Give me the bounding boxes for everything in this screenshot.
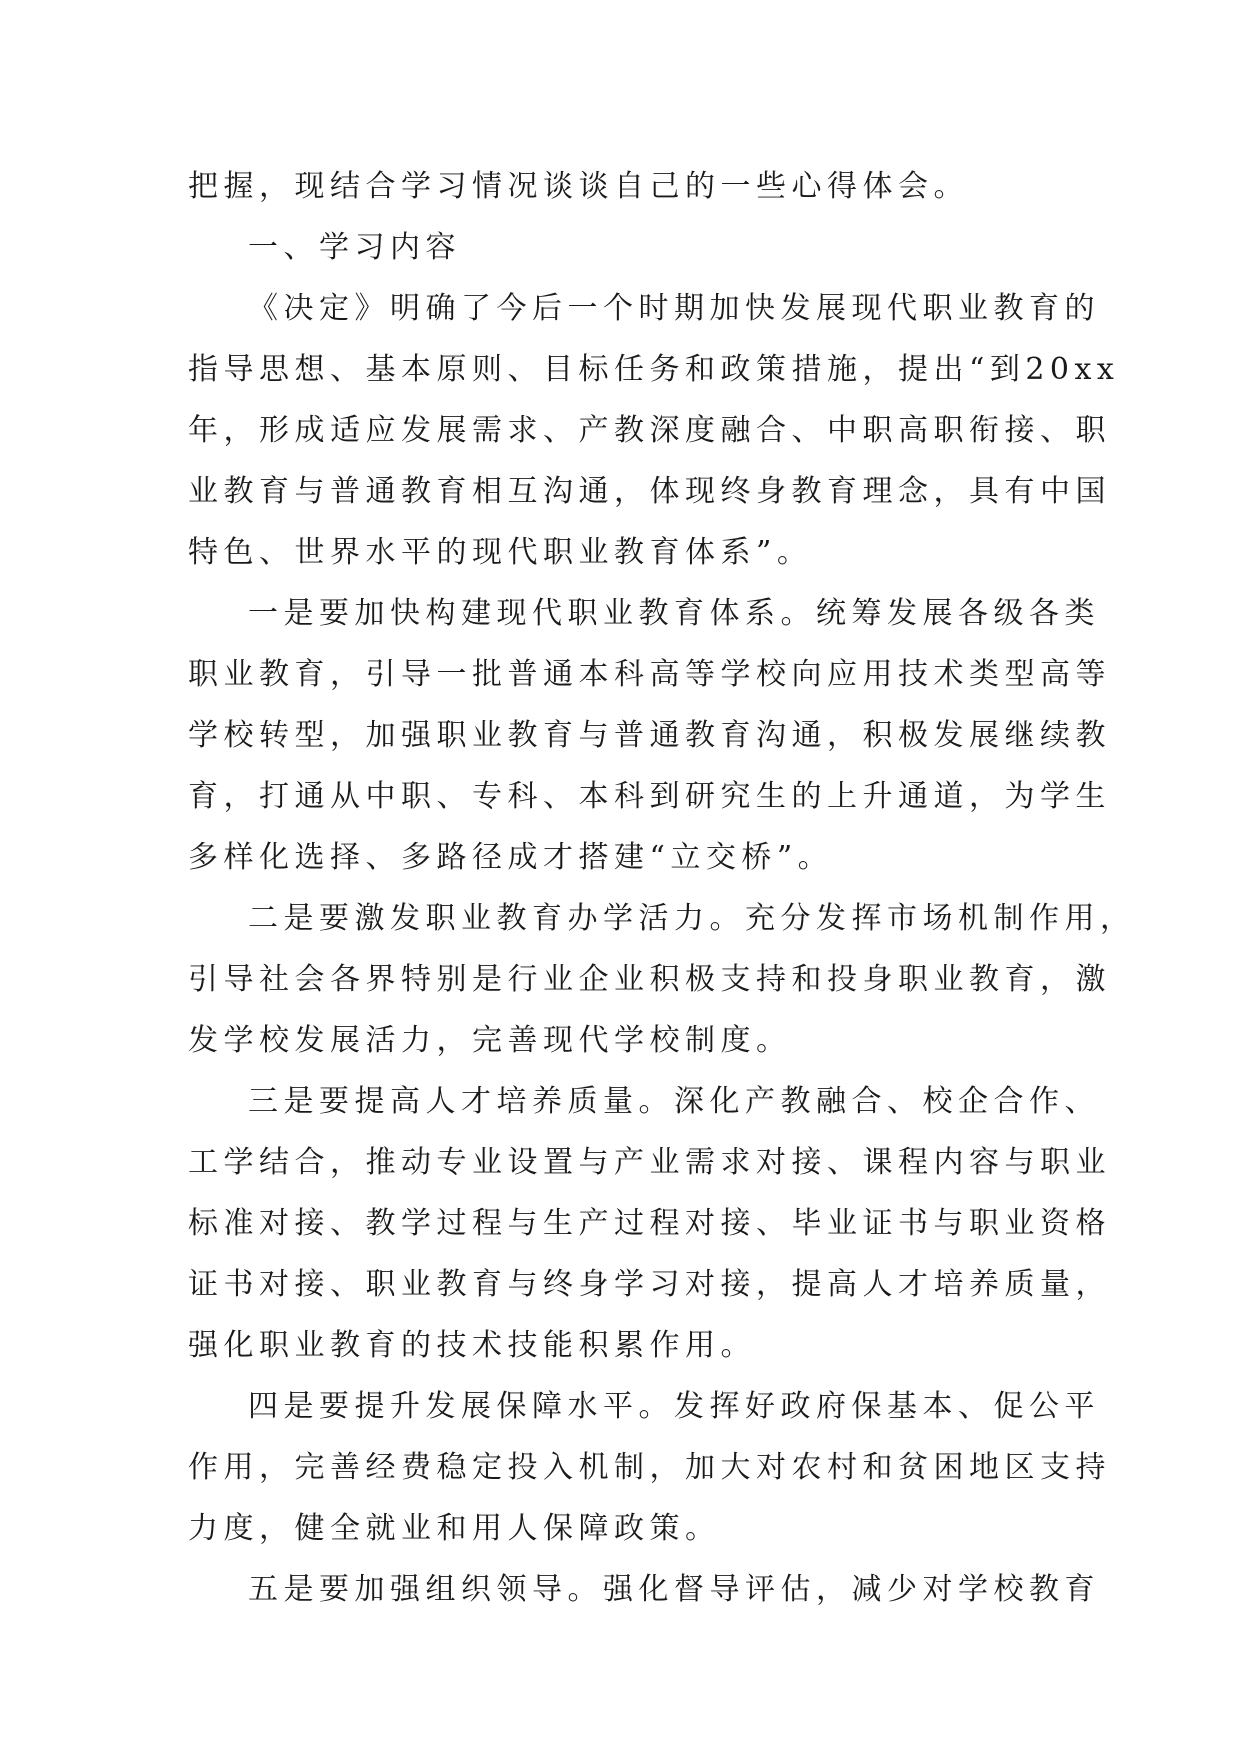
text-line: 强化职业教育的技术技能积累作用。 bbox=[188, 1328, 756, 1363]
text-line: 引导社会各界特别是行业企业积极支持和投身职业教育，激 bbox=[188, 962, 1111, 997]
paragraph-point-four bbox=[188, 1376, 1111, 1559]
text-line: 二是要激发职业教育办学活力。充分发挥市场机制作用， bbox=[248, 901, 1136, 936]
paragraph-point-one bbox=[188, 583, 1111, 888]
text-line: 学校转型，加强职业教育与普通教育沟通，积极发展继续教 bbox=[188, 718, 1111, 753]
text-line: 三是要提高人才培养质量。深化产教融合、校企合作、 bbox=[248, 1084, 1100, 1119]
paragraph-point-five bbox=[188, 1559, 1100, 1620]
paragraph-point-three bbox=[188, 1071, 1111, 1376]
section-heading-study-content bbox=[188, 217, 1058, 278]
paragraph-intro-continued bbox=[188, 156, 1058, 217]
text-line: 发学校发展活力，完善现代学校制度。 bbox=[188, 1023, 792, 1058]
section-heading: 一、学习内容 bbox=[248, 230, 461, 265]
paragraph-point-two bbox=[188, 888, 1136, 1071]
text-line: 《决定》明确了今后一个时期加快发展现代职业教育的 bbox=[248, 291, 1100, 326]
text-line: 特色、世界水平的现代职业教育体系”。 bbox=[188, 535, 813, 570]
text-line: 力度，健全就业和用人保障政策。 bbox=[188, 1511, 721, 1546]
text-line: 业教育与普通教育相互沟通，体现终身教育理念，具有中国 bbox=[188, 474, 1111, 509]
text-line: 四是要提升发展保障水平。发挥好政府保基本、促公平 bbox=[248, 1389, 1100, 1424]
text-line: 标准对接、教学过程与生产过程对接、毕业证书与职业资格 bbox=[188, 1206, 1111, 1241]
text-line: 职业教育，引导一批普通本科高等学校向应用技术类型高等 bbox=[188, 657, 1111, 692]
text-line: 作用，完善经费稳定投入机制，加大对农村和贫困地区支持 bbox=[188, 1450, 1111, 1485]
text-line: 多样化选择、多路径成才搭建“立交桥”。 bbox=[188, 840, 834, 875]
text-line: 五是要加强组织领导。强化督导评估，减少对学校教育 bbox=[248, 1572, 1100, 1607]
text-line: 证书对接、职业教育与终身学习对接，提高人才培养质量， bbox=[188, 1267, 1111, 1302]
text-line: 一是要加快构建现代职业教育体系。统筹发展各级各类 bbox=[248, 596, 1100, 631]
text-line: 工学结合，推动专业设置与产业需求对接、课程内容与职业 bbox=[188, 1145, 1111, 1180]
text-line: 年，形成适应发展需求、产教深度融合、中职高职衔接、职 bbox=[188, 413, 1111, 448]
document-body bbox=[188, 156, 1136, 1620]
text-line: 育，打通从中职、专科、本科到研究生的上升通道，为学生 bbox=[188, 779, 1111, 814]
text-line: 把握，现结合学习情况谈谈自己的一些心得体会。 bbox=[188, 169, 969, 204]
paragraph-decision bbox=[188, 278, 1120, 583]
text-line: 指导思想、基本原则、目标任务和政策措施，提出“到20xx bbox=[188, 352, 1120, 387]
